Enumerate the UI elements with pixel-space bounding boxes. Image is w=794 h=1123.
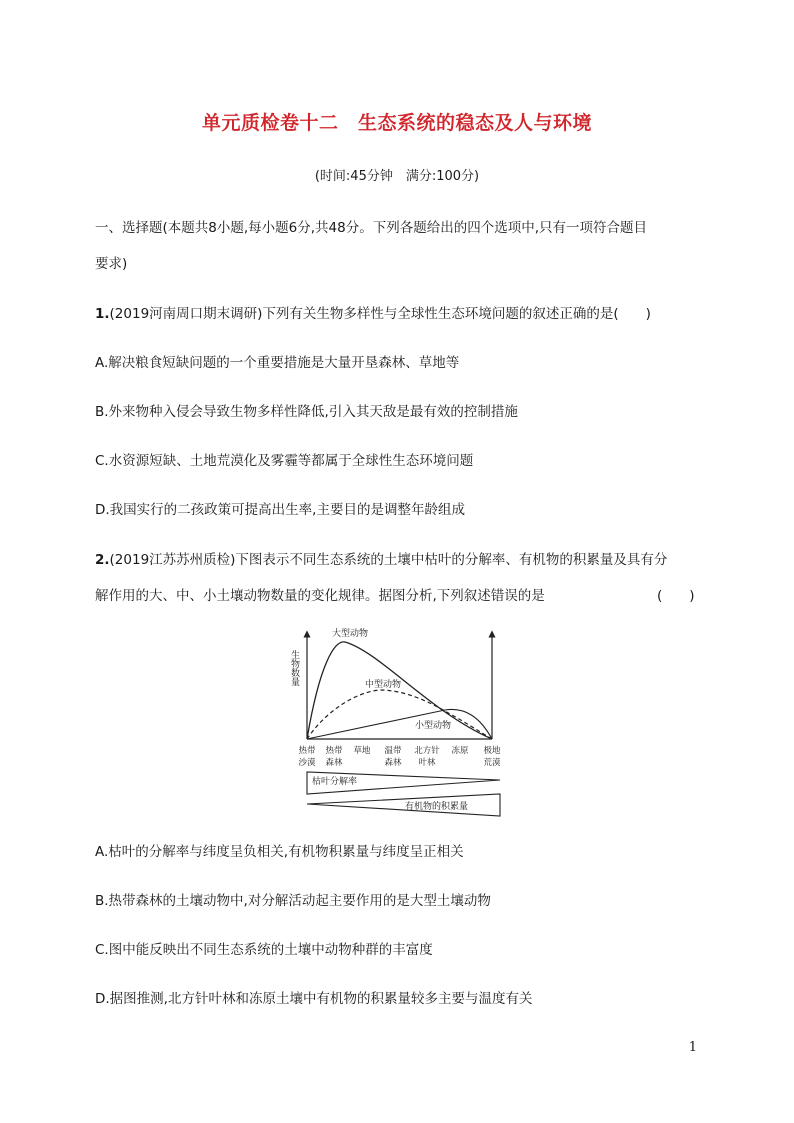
organic-accumulation-label: 有机物的积累量 — [405, 802, 469, 812]
soil-animal-figure — [280, 622, 510, 817]
question-2-stem-line2: 解作用的大、中、小土壤动物数量的变化规律。据图分析,下列叙述错误的是 — [95, 588, 545, 604]
question-1-option-b: B.外来物种入侵会导致生物多样性降低,引入其天敌是最有效的控制措施 — [95, 404, 518, 420]
decomposition-rate-label: 枯叶分解率 — [312, 777, 358, 787]
large-animal-label: 大型动物 — [332, 629, 369, 639]
question-1-stem — [95, 302, 651, 322]
x-label-4-line2: 森林 — [384, 758, 402, 768]
exam-time-score: (时间:45分钟 满分:100分) — [314, 169, 480, 184]
question-2-number: 2. — [95, 552, 110, 568]
large-animal-curve — [307, 642, 492, 739]
section-instructions-line1: 一、选择题(本题共8小题,每小题6分,共48分。下列各题给出的四个选项中,只有一项符合题目 — [95, 220, 647, 236]
question-2-option-d: D.据图推测,北方针叶林和冻原土壤中有机物的积累量较多主要与温度有关 — [95, 991, 533, 1007]
y-axis-label: 生物数量 — [289, 650, 299, 686]
question-1-text: (2019河南周口期末调研)下列有关生物多样性与全球性生态环境问题的叙述正确的是( ) — [109, 306, 651, 322]
question-1-option-c: C.水资源短缺、土地荒漠化及雾霾等都属于全球性生态环境问题 — [95, 453, 474, 469]
x-label-5-line1: 北方针 — [414, 746, 440, 756]
question-1-option-a: A.解决粮食短缺问题的一个重要措施是大量开垦森林、草地等 — [95, 355, 460, 371]
question-1-number: 1. — [95, 306, 110, 322]
x-label-6-line1: 冻原 — [451, 746, 469, 756]
x-tick-labels — [298, 745, 501, 768]
page-number: 1 — [688, 1040, 697, 1055]
x-label-1-line1: 热带 — [298, 746, 316, 756]
question-2-option-b: B.热带森林的土壤动物中,对分解活动起主要作用的是大型土壤动物 — [95, 893, 491, 909]
x-label-7-line2: 荒漠 — [483, 758, 501, 768]
x-label-3-line1: 草地 — [353, 746, 371, 756]
question-2-text-line1: (2019江苏苏州质检)下图表示不同生态系统的土壤中枯叶的分解率、有机物的积累量及具有分 — [109, 552, 668, 568]
x-label-2-line1: 热带 — [325, 746, 343, 756]
x-label-7-line1: 极地 — [483, 746, 501, 756]
x-label-4-line1: 温带 — [384, 746, 402, 756]
x-label-2-line2: 森林 — [325, 758, 343, 768]
section-instructions-line2: 要求) — [95, 256, 128, 272]
x-label-5-line2: 叶林 — [418, 758, 436, 768]
medium-animal-label: 中型动物 — [365, 680, 402, 690]
question-2-option-c: C.图中能反映出不同生态系统的土壤中动物种群的丰富度 — [95, 942, 433, 958]
organic-accumulation-wedge — [307, 794, 500, 816]
question-1-option-d: D.我国实行的二孩政策可提高出生率,主要目的是调整年龄组成 — [95, 502, 465, 518]
medium-animal-curve — [307, 690, 492, 739]
question-2-stem-line1 — [95, 548, 667, 568]
question-2-answer-bracket: ( ) — [657, 588, 695, 604]
small-animal-label: 小型动物 — [415, 721, 452, 731]
x-label-1-line2: 沙漠 — [298, 758, 316, 768]
question-2-option-a: A.枯叶的分解率与纬度呈负相关,有机物积累量与纬度呈正相关 — [95, 844, 464, 860]
page-title: 单元质检卷十二 生态系统的稳态及人与环境 — [201, 112, 592, 134]
